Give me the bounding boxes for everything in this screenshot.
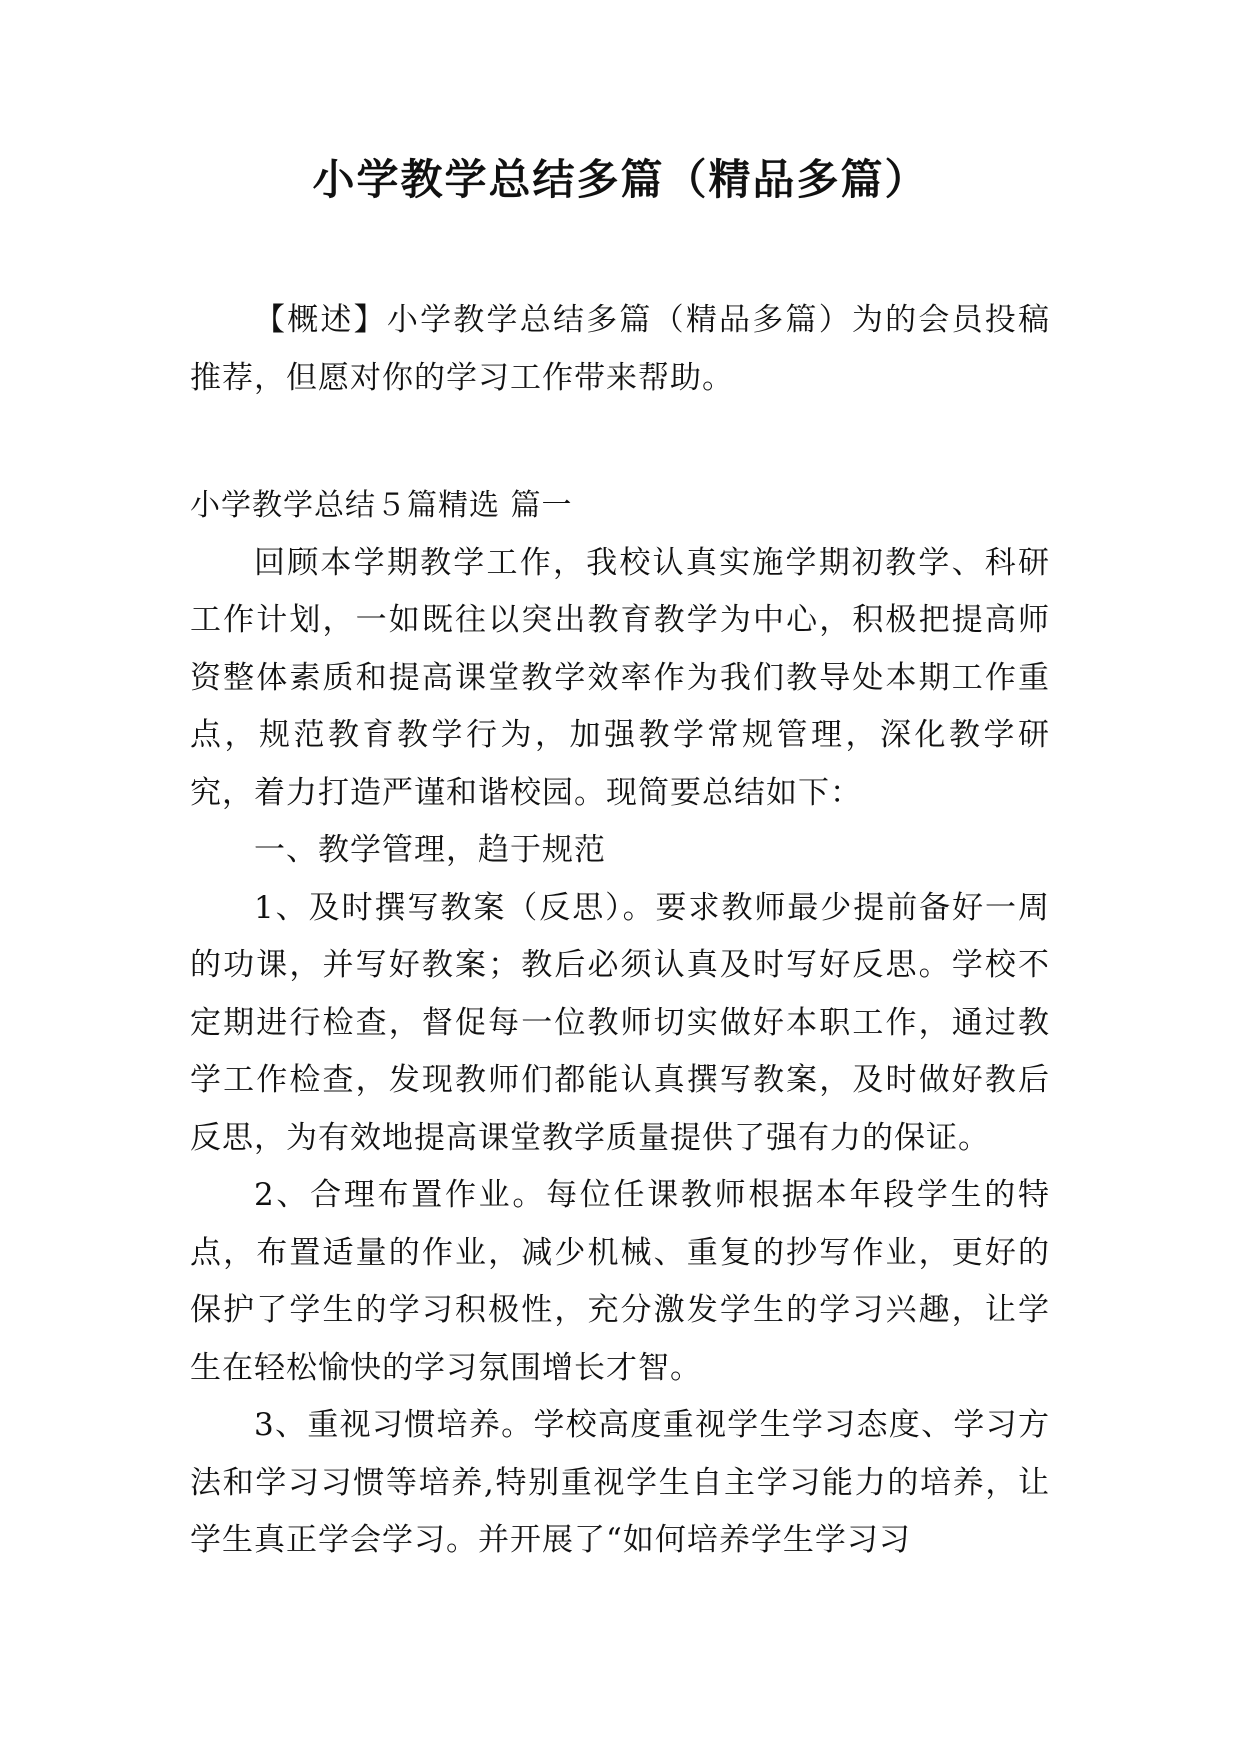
page-title: 小学教学总结多篇（精品多篇） <box>312 155 929 204</box>
body-paragraph: 回顾本学期教学工作，我校认真实施学期初教学、科研工作计划，一如既往以突出教育教学为中心，积极把提高师资整体素质和提高课堂教学效率作为我们教导处本期工作重点，规范教育教学行为，加强教学常规管理，深化教学研究，着力打造严谨和谐校园。现简要总结如下： <box>190 544 1050 811</box>
summary-paragraph: 【概述】小学教学总结多篇（精品多篇）为的会员投稿推荐，但愿对你的学习工作带来帮助。 <box>190 302 1050 396</box>
document-body <box>190 292 1050 1570</box>
body-paragraph: 2、合理布置作业。每位任课教师根据本年段学生的特点，布置适量的作业，减少机械、重复的抄写作业，更好的保护了学生的学习积极性，充分激发学生的学习兴趣，让学生在轻松愉快的学习氛围增长才智。 <box>190 1177 1050 1386</box>
section-heading: 小学教学总结５篇精选 篇一 <box>190 488 573 523</box>
body-paragraph: 3、重视习惯培养。学校高度重视学生学习态度、学习方法和学习习惯等培养,特别重视学生自主学习能力的培养，让学生真正学会学习。并开展了“如何培养学生学习习 <box>190 1407 1050 1558</box>
body-paragraph: 1、及时撰写教案（反思）。要求教师最少提前备好一周的功课，并写好教案；教后必须认真及时写好反思。学校不定期进行检查，督促每一位教师切实做好本职工作，通过教学工作检查，发现教师们都能认真撰写教案，及时做好教后反思，为有效地提高课堂教学质量提供了强有力的保证。 <box>190 889 1050 1156</box>
subheading-paragraph: 一、教学管理，趋于规范 <box>254 832 606 868</box>
